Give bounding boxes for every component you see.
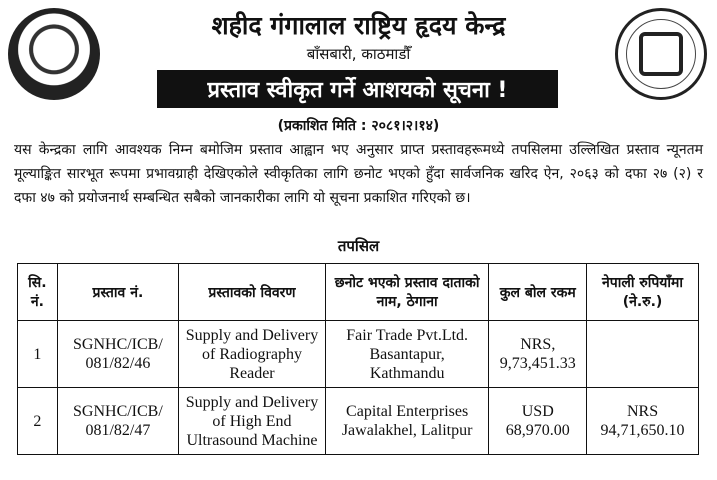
cell-line: Kathmandu: [369, 364, 445, 382]
published-date: (प्रकाशित मिति : २०८१।२।१४): [277, 118, 440, 134]
header-bidder: छनोट भएको प्रस्ताव दाताको नाम, ठेगाना: [325, 264, 489, 321]
cell-line: USD: [521, 403, 554, 420]
cell-line: 9,73,451.33: [499, 355, 576, 372]
cell-line: Reader: [229, 364, 275, 382]
cell-line: Basantapur,: [369, 345, 445, 363]
cell-npr: [587, 388, 699, 455]
header-proposal-no: प्रस्ताव नं.: [57, 264, 178, 321]
cell-line: 2: [33, 412, 42, 430]
cell-line: Capital Enterprises: [346, 403, 469, 420]
header-description: प्रस्तावको विवरण: [179, 264, 326, 321]
cell-line: 081/82/47: [85, 422, 151, 439]
cell-line: SGNHC/ICB/: [73, 336, 163, 353]
cell-line: Supply and Delivery: [185, 393, 319, 411]
cell-line: Jawalakhel, Lalitpur: [341, 422, 473, 439]
header-sn: सि. नं.: [18, 264, 58, 321]
table-row: [18, 321, 699, 388]
cell-description: [179, 321, 326, 388]
cell-npr: [587, 321, 699, 388]
cell-line: SGNHC/ICB/: [73, 403, 163, 420]
cell-line: of High End: [212, 412, 292, 430]
cell-line: 94,71,650.10: [600, 422, 685, 439]
cell-amount: [489, 321, 587, 388]
cell-sn: [18, 388, 58, 455]
cell-line: of Radiography: [201, 345, 302, 363]
notice-body: यस केन्द्रका लागि आवश्यक निम्न बमोजिम प्रस्ताव आह्वान भए अनुसार प्राप्त प्रस्तावहरूमध्ये तपसिलमा उल्लिखित प्रस्ताव न्यूनतम मूल्याङ्कित सारभूत रूपमा प्रभावग्राही देखिएकोले स्वीकृतिका लागि छनोट भएको हुँदा सार्वजनिक खरिद ऐन, २०६३ को दफा २७ (२) र दफा ४७ को प्रयोजनार्थ सम्बन्धित सबैको जानकारीका लागि यो सूचना प्रकाशित गरिएको छ।: [14, 142, 703, 206]
cell-bidder: [325, 388, 489, 455]
cell-line: 1: [33, 345, 42, 363]
address: बाँसबारी, काठमाडौँ: [306, 45, 411, 63]
cell-line: 68,970.00: [505, 422, 570, 439]
cell-description: [179, 388, 326, 455]
cell-line: NRS,: [520, 336, 556, 353]
cell-line: Fair Trade Pvt.Ltd.: [346, 326, 469, 344]
notice-banner: प्रस्ताव स्वीकृत गर्ने आशयको सूचना !: [157, 70, 558, 108]
cell-bidder: [325, 321, 489, 388]
cell-line: Supply and Delivery: [185, 326, 319, 344]
cell-proposal-no: [57, 321, 178, 388]
cell-sn: [18, 321, 58, 388]
header-amount: कुल बोल रकम: [489, 264, 587, 321]
cell-line: NRS: [626, 403, 659, 420]
cell-proposal-no: [57, 388, 178, 455]
table-row: [18, 388, 699, 455]
cell-line: 081/82/46: [85, 355, 151, 372]
cell-line: Ultrasound Machine: [186, 431, 318, 449]
table-header-row: [18, 264, 699, 321]
cell-amount: [489, 388, 587, 455]
page-title: शहीद गंगालाल राष्ट्रिय हृदय केन्द्र: [211, 11, 506, 40]
header-npr: नेपाली रुपियाँमा (ने.रु.): [587, 264, 699, 321]
schedule-table: [17, 263, 699, 455]
schedule-title: तपसिल: [337, 237, 380, 255]
